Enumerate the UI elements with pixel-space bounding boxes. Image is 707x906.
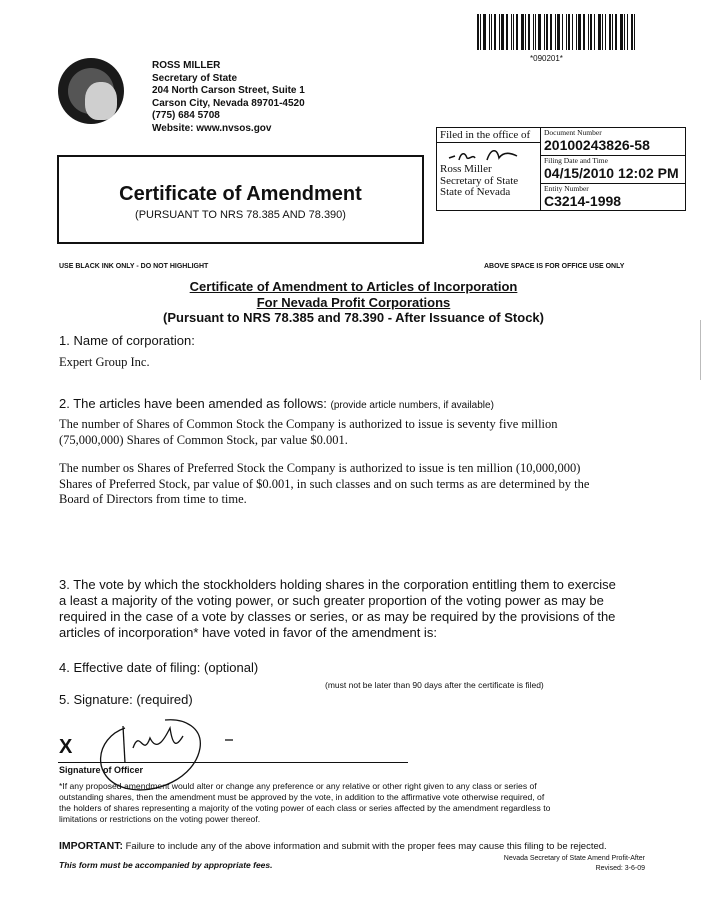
form-title-line3: (Pursuant to NRS 78.385 and 78.390 - After Issuance of Stock) (163, 310, 544, 325)
footnote-line2: outstanding shares, then the amendment must be approved by the vote, in addition to the affirmative vote otherwise required, of (59, 792, 545, 802)
amendment-para2-line1: The number os Shares of Preferred Stock the Company is authorized to issue is ten million (10,000,000) (59, 461, 581, 475)
secretary-title: Secretary of State (152, 72, 238, 84)
important-text: Failure to include any of the above information and submit with the proper fees may cause this filing to be rejected. (125, 841, 607, 852)
signature-label: Signature of Officer (59, 765, 144, 775)
amendment-para1-line2: (75,000,000) Shares of Common Stock, par value $0.001. (59, 432, 348, 447)
office-space-notice: ABOVE SPACE IS FOR OFFICE USE ONLY (484, 263, 625, 270)
footnote (59, 781, 649, 825)
entity-number-cell (541, 184, 685, 212)
barcode-icon (477, 14, 647, 50)
secretary-address1: 204 North Carson Street, Suite 1 (152, 85, 305, 96)
footnote-line4: limitations or restrictions on the voting power thereof. (59, 814, 261, 824)
section3-line1: 3. The vote by which the stockholders holding shares in the corporation entitling them to exercise (59, 577, 616, 592)
important-notice (59, 840, 607, 852)
corporation-name: Expert Group Inc. (59, 355, 150, 369)
form-name: Nevada Secretary of State Amend Profit-After (503, 855, 645, 862)
entity-number-label: Entity Number (544, 184, 589, 193)
amendment-para1-line1: The number of Shares of Common Stock the Company is authorized to issue is seventy five million (59, 417, 558, 431)
signature-x-mark: X (59, 736, 73, 758)
section2-hint: (provide article numbers, if available) (330, 400, 494, 411)
certificate-box (57, 155, 424, 244)
section4-label: 4. Effective date of filing: (optional) (59, 660, 259, 675)
filing-date: 04/15/2010 12:02 PM (544, 165, 679, 181)
signer-title: Secretary of State (440, 174, 519, 187)
secretary-address2: Carson City, Nevada 89701-4520 (152, 97, 305, 109)
section4-hint: (must not be later than 90 days after the certificate is filed) (325, 680, 544, 690)
filing-date-label: Filing Date and Time (544, 156, 608, 165)
section3-text (59, 577, 659, 641)
form-title-line1: Certificate of Amendment to Articles of Incorporation (189, 279, 518, 294)
amendment-para2-line2: Shares of Preferred Stock, par value of $0.001, in such classes and on such terms as are determined by the (59, 476, 590, 491)
secretary-header (152, 60, 305, 135)
important-label: IMPORTANT: (59, 840, 123, 852)
amendment-para2 (59, 461, 699, 508)
barcode-number: *090201* (530, 54, 563, 63)
footnote-line3: the holders of shares representing a majority of the voting power of each class or series affected by the amendment regardless to (59, 803, 551, 813)
section2-label: 2. The articles have been amended as follows: (59, 396, 327, 411)
ink-notice: USE BLACK INK ONLY - DO NOT HIGHLIGHT (59, 263, 209, 270)
certificate-subtitle: (PURSUANT TO NRS 78.385 AND 78.390) (135, 209, 346, 221)
section5-label: 5. Signature: (required) (59, 692, 193, 707)
amendment-para2-line3: Board of Directors from time to time. (59, 492, 247, 506)
section3-line3: required in the case of a vote by classes or series, or as may be required by the provisions of the (59, 609, 616, 624)
footnote-line1: *If any proposed amendment would alter or change any preference or any relative or other right given to any class or series of (59, 781, 537, 791)
fees-notice: This form must be accompanied by appropriate fees. (59, 860, 273, 870)
amendment-para1 (59, 417, 679, 448)
form-title-line2: For Nevada Profit Corporations (256, 295, 451, 310)
entity-number: C3214-1998 (544, 193, 622, 209)
scan-edge-line (700, 320, 701, 380)
section1-label: 1. Name of corporation: (59, 333, 195, 348)
office-use-box (436, 127, 686, 211)
section3-line4: articles of incorporation* have voted in favor of the amendment is: (59, 625, 437, 640)
certificate-title: Certificate of Amendment (119, 183, 362, 205)
secretary-phone: (775) 684 5708 (152, 110, 220, 121)
secretary-name: ROSS MILLER (152, 60, 221, 71)
filed-label: Filed in the office of (437, 128, 540, 143)
document-number-cell (541, 128, 685, 156)
document-number: 20100243826-58 (544, 137, 650, 153)
revised-date: Revised: 3-6-09 (595, 865, 645, 872)
filing-date-cell (541, 156, 685, 184)
document-number-label: Document Number (544, 128, 602, 137)
state-seal-icon (58, 58, 124, 124)
section3-line2: a least a majority of the voting power, or such greater proportion of the voting power as may be (59, 593, 604, 608)
filing-signature-icon (447, 146, 527, 164)
secretary-website: Website: www.nvsos.gov (152, 122, 272, 134)
signer-state: State of Nevada (440, 186, 511, 198)
signer-name: Ross Miller (440, 163, 492, 175)
